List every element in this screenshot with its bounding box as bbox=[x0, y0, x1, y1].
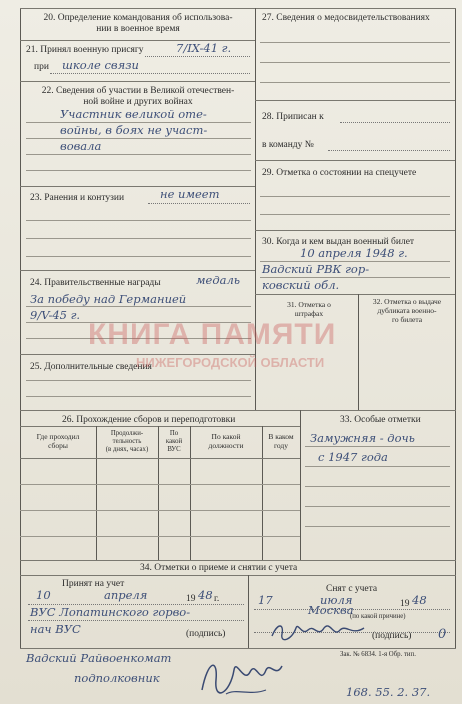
accept-title: Принят на учет bbox=[62, 579, 125, 589]
field-21-label: 21. Принял военную присягу bbox=[26, 45, 144, 55]
remove-year-prefix: 19 bbox=[400, 599, 410, 609]
rule bbox=[26, 154, 251, 155]
table26-header-year: В каком году bbox=[268, 432, 294, 450]
rule bbox=[26, 396, 251, 397]
rule bbox=[305, 466, 450, 467]
rule bbox=[260, 261, 450, 262]
rule bbox=[20, 410, 456, 411]
accept-line-2: ВУС Лопатинского горво- bbox=[30, 605, 191, 619]
field-31-label: 31. Отметка о штрафах bbox=[287, 300, 331, 318]
accept-day: 10 bbox=[36, 588, 51, 602]
field-31-32-divider bbox=[358, 294, 359, 410]
field-24-label: 24. Правительственные награды bbox=[30, 278, 161, 288]
table26-header-place: Где проходил сборы bbox=[36, 432, 80, 450]
field-29-label: 29. Отметка о состоянии на спецучете bbox=[262, 168, 417, 178]
rule bbox=[260, 62, 450, 63]
bottom-code: 168. 55. 2. 37. bbox=[346, 685, 431, 699]
rule bbox=[20, 560, 456, 561]
table26-header-duration: Продолжи- тельность (в днях, часах) bbox=[105, 430, 149, 453]
right-border bbox=[455, 8, 456, 648]
rule bbox=[20, 536, 300, 537]
watermark-title: КНИГА ПАМЯТИ bbox=[88, 318, 337, 351]
war-line-1: Участник великой оте- bbox=[60, 107, 207, 121]
remove-signature bbox=[268, 618, 368, 644]
rule bbox=[26, 122, 251, 123]
field-33-label: 33. Особые отметки bbox=[340, 415, 421, 425]
rule bbox=[26, 380, 251, 381]
special-line-1: Замужняя - дочь bbox=[310, 431, 415, 445]
rule bbox=[20, 81, 255, 82]
remove-city-note: (по какой причине) bbox=[350, 613, 406, 620]
field-22-label: 22. Сведения об участии в Великой отечествен- ной войне и других войнах bbox=[41, 86, 235, 107]
rule bbox=[20, 426, 300, 427]
bottom-border bbox=[20, 648, 456, 649]
field-26-label: 26. Прохождение сборов и переподготовки bbox=[62, 415, 236, 425]
ticket-line-2: Вадский РВК гор- bbox=[262, 262, 370, 276]
dotted-line bbox=[340, 122, 450, 123]
rule bbox=[255, 160, 455, 161]
rule bbox=[260, 196, 450, 197]
oath-date: 7/IX-41 г. bbox=[176, 41, 232, 55]
dotted-line bbox=[145, 56, 250, 57]
bottom-line-2: подполковник bbox=[74, 671, 160, 685]
bottom-signature bbox=[196, 650, 286, 700]
field-25-label: 25. Дополнительные сведения bbox=[30, 362, 152, 372]
rule bbox=[20, 484, 300, 485]
rule bbox=[260, 82, 450, 83]
remove-title: Снят с учета bbox=[326, 584, 378, 594]
rule bbox=[255, 230, 455, 231]
rule bbox=[305, 446, 450, 447]
war-line-3: вовала bbox=[60, 139, 102, 153]
left-border bbox=[20, 8, 21, 648]
accept-year: 48 bbox=[198, 588, 213, 602]
rule bbox=[20, 270, 255, 271]
rule bbox=[20, 510, 300, 511]
table26-header-vus: По какой ВУС bbox=[165, 430, 183, 453]
field-27-label: 27. Сведения о медосвидетельствованиях bbox=[262, 13, 430, 23]
rule bbox=[26, 306, 251, 307]
ticket-line-1: 10 апреля 1948 г. bbox=[300, 246, 408, 260]
remove-day: 17 bbox=[258, 593, 273, 607]
rule bbox=[26, 138, 251, 139]
corner-number: 0 bbox=[438, 627, 447, 642]
rule bbox=[26, 238, 251, 239]
rule bbox=[305, 506, 450, 507]
remove-month: июля bbox=[320, 593, 353, 607]
rule bbox=[26, 220, 251, 221]
dotted-line bbox=[50, 73, 250, 74]
field-34-label: 34. Отметки о приеме и снятии с учета bbox=[140, 563, 298, 573]
rule bbox=[20, 458, 300, 459]
remove-year: 48 bbox=[412, 593, 427, 607]
field-20-label: 20. Определение командования об использова- нии в военное время bbox=[43, 13, 233, 34]
field-28-team-label: в команду № bbox=[262, 140, 314, 150]
bottom-line-1: Вадский Райвоенкомат bbox=[26, 651, 172, 665]
special-line-2: с 1947 года bbox=[318, 450, 388, 464]
dotted-line bbox=[328, 150, 450, 151]
rule bbox=[20, 575, 456, 576]
accept-sign-label: (подпись) bbox=[186, 629, 226, 639]
rule bbox=[255, 294, 455, 295]
remove-city: Москва bbox=[308, 603, 354, 617]
rule bbox=[260, 214, 450, 215]
accept-year-prefix: 19 bbox=[186, 594, 196, 604]
top-border bbox=[20, 8, 456, 9]
field-21-pri: при bbox=[34, 62, 49, 72]
award-line-1: медаль bbox=[196, 273, 241, 287]
rule bbox=[305, 526, 450, 527]
rule bbox=[26, 256, 251, 257]
accept-year-suffix: г. bbox=[214, 594, 220, 604]
print-order: Зак. № 6834. 1-я Обр. тип. bbox=[340, 651, 416, 658]
rule bbox=[260, 42, 450, 43]
rule bbox=[255, 100, 455, 101]
dotted-line bbox=[28, 620, 244, 621]
ticket-line-3: ковский обл. bbox=[262, 278, 340, 292]
accept-line-3: нач ВУС bbox=[30, 622, 81, 636]
remove-sign-label: (подпись) bbox=[372, 631, 412, 641]
dotted-line bbox=[148, 203, 250, 204]
field-23-label: 23. Ранения и контузии bbox=[30, 193, 125, 203]
field-28-label: 28. Приписан к bbox=[262, 112, 324, 122]
field-32-label: 32. Отметка о выдаче дубликата военно- го билета bbox=[372, 297, 442, 324]
wounds-value: не имеет bbox=[160, 187, 220, 201]
accept-month: апреля bbox=[104, 588, 148, 602]
war-line-2: войны, в боях не участ- bbox=[60, 123, 208, 137]
rule bbox=[260, 277, 450, 278]
award-line-3: 9/V-45 г. bbox=[30, 308, 81, 322]
watermark-subtitle: НИЖЕГОРОДСКОЙ ОБЛАСТИ bbox=[136, 355, 325, 370]
table26-header-position: По какой должности bbox=[208, 432, 244, 450]
oath-place: школе связи bbox=[62, 58, 139, 72]
award-line-2: За победу над Германией bbox=[30, 292, 187, 306]
rule bbox=[305, 486, 450, 487]
field-34-divider bbox=[248, 575, 249, 648]
field-26-33-divider bbox=[300, 410, 301, 560]
field-30-label: 30. Когда и кем выдан военный билет bbox=[262, 237, 415, 247]
rule bbox=[26, 170, 251, 171]
